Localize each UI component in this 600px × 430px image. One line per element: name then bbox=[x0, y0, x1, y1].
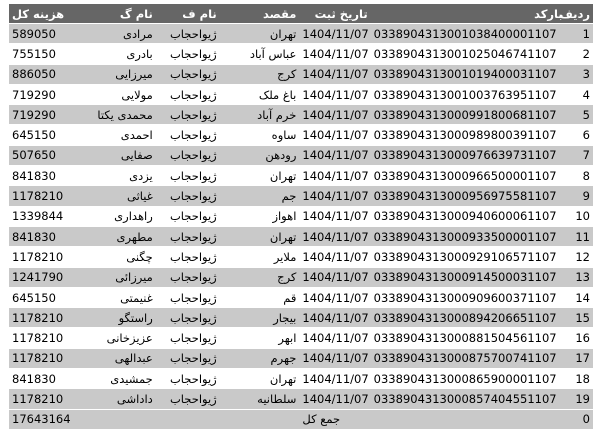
cell-row-number: 14 bbox=[566, 287, 593, 307]
cell-last-name: غنیمتی bbox=[78, 287, 156, 307]
cell-barcode: 0338904313000857404551107 bbox=[371, 389, 566, 409]
cell-destination: تهران bbox=[220, 226, 300, 246]
cell-destination: باغ ملک bbox=[220, 84, 300, 104]
cell-barcode: 0338904313001025046741107 bbox=[371, 44, 566, 64]
cell-last-name: جمشیدی bbox=[78, 369, 156, 389]
cell-last-name: چگنی bbox=[78, 247, 156, 267]
cell-total: 507650 bbox=[9, 145, 78, 165]
cell-row-number: 5 bbox=[566, 105, 593, 125]
cell-last-name: احمدی bbox=[78, 125, 156, 145]
cell-date: 1404/11/07 bbox=[299, 369, 370, 389]
footer-empty-cell bbox=[156, 409, 220, 429]
cell-barcode: 0338904313000875700741107 bbox=[371, 348, 566, 368]
cell-barcode: 0338904313000894206651107 bbox=[371, 308, 566, 328]
cell-last-name: مطهری bbox=[78, 226, 156, 246]
cell-last-name: داداشی bbox=[78, 389, 156, 409]
table-body bbox=[9, 24, 593, 410]
cell-barcode: 0338904313000909600371107 bbox=[371, 287, 566, 307]
cell-destination: تهران bbox=[220, 24, 300, 44]
cell-total: 841830 bbox=[9, 369, 78, 389]
cell-barcode: 0338904313000940600061107 bbox=[371, 206, 566, 226]
cell-first-name: ژیواحجاب bbox=[156, 328, 220, 348]
cell-destination: ابهر bbox=[220, 328, 300, 348]
cell-barcode: 0338904313000991800681107 bbox=[371, 105, 566, 125]
cell-barcode: 0338904313000933500001107 bbox=[371, 226, 566, 246]
cell-last-name: راستگو bbox=[78, 308, 156, 328]
cell-destination: ساوه bbox=[220, 125, 300, 145]
cell-last-name: صفایی bbox=[78, 145, 156, 165]
cell-date: 1404/11/07 bbox=[299, 206, 370, 226]
cell-row-number: 7 bbox=[566, 145, 593, 165]
cell-date: 1404/11/07 bbox=[299, 267, 370, 287]
cell-destination: اهواز bbox=[220, 206, 300, 226]
cell-first-name: ژیواحجاب bbox=[156, 308, 220, 328]
cell-total: 645150 bbox=[9, 287, 78, 307]
cell-first-name: ژیواحجاب bbox=[156, 84, 220, 104]
cell-date: 1404/11/07 bbox=[299, 389, 370, 409]
cell-barcode: 0338904313000881504561107 bbox=[371, 328, 566, 348]
cell-total: 1178210 bbox=[9, 328, 78, 348]
cell-first-name: ژیواحجاب bbox=[156, 206, 220, 226]
table-row bbox=[9, 308, 593, 328]
header-total: هزینه کل bbox=[9, 4, 78, 24]
cell-first-name: ژیواحجاب bbox=[156, 44, 220, 64]
table-row bbox=[9, 145, 593, 165]
cell-first-name: ژیواحجاب bbox=[156, 267, 220, 287]
cell-last-name: میرزایی bbox=[78, 64, 156, 84]
table-row bbox=[9, 166, 593, 186]
cell-row-number: 12 bbox=[566, 247, 593, 267]
cell-date: 1404/11/07 bbox=[299, 64, 370, 84]
cell-last-name: غیاثی bbox=[78, 186, 156, 206]
grand-total-value: 17643164 bbox=[9, 409, 78, 429]
cell-first-name: ژیواحجاب bbox=[156, 186, 220, 206]
table-row bbox=[9, 247, 593, 267]
cell-row-number: 19 bbox=[566, 389, 593, 409]
cell-first-name: ژیواحجاب bbox=[156, 24, 220, 44]
cell-total: 719290 bbox=[9, 84, 78, 104]
cell-date: 1404/11/07 bbox=[299, 125, 370, 145]
cell-row-number: 3 bbox=[566, 64, 593, 84]
cell-first-name: ژیواحجاب bbox=[156, 348, 220, 368]
cell-last-name: مولایی bbox=[78, 84, 156, 104]
cell-date: 1404/11/07 bbox=[299, 287, 370, 307]
cell-last-name: راهداری bbox=[78, 206, 156, 226]
cell-total: 755150 bbox=[9, 44, 78, 64]
cell-total: 1178210 bbox=[9, 308, 78, 328]
cell-row-number: 6 bbox=[566, 125, 593, 145]
footer-empty-cell bbox=[371, 409, 566, 429]
cell-row-number: 11 bbox=[566, 226, 593, 246]
cell-barcode: 0338904313000914500031107 bbox=[371, 267, 566, 287]
cell-last-name: عزیزخانی bbox=[78, 328, 156, 348]
cell-first-name: ژیواحجاب bbox=[156, 64, 220, 84]
cell-last-name: بادری bbox=[78, 44, 156, 64]
table-row bbox=[9, 44, 593, 64]
cell-total: 719290 bbox=[9, 105, 78, 125]
cell-date: 1404/11/07 bbox=[299, 247, 370, 267]
cell-destination: سلطانیه bbox=[220, 389, 300, 409]
cell-destination: کرج bbox=[220, 267, 300, 287]
cell-first-name: ژیواحجاب bbox=[156, 389, 220, 409]
cell-date: 1404/11/07 bbox=[299, 186, 370, 206]
cell-destination: عباس آباد bbox=[220, 44, 300, 64]
cell-row-number: 4 bbox=[566, 84, 593, 104]
cell-row-number: 18 bbox=[566, 369, 593, 389]
header-row: ردیف bbox=[566, 4, 593, 24]
cell-barcode: 0338904313000956975581107 bbox=[371, 186, 566, 206]
cell-last-name: محمدی یکتا bbox=[78, 105, 156, 125]
cell-barcode: 0338904313000865900001107 bbox=[371, 369, 566, 389]
cell-date: 1404/11/07 bbox=[299, 44, 370, 64]
cell-total: 1241790 bbox=[9, 267, 78, 287]
shipments-table bbox=[9, 4, 593, 430]
header-destination: مقصد bbox=[220, 4, 300, 24]
table-row bbox=[9, 105, 593, 125]
cell-destination: رودهن bbox=[220, 145, 300, 165]
cell-total: 841830 bbox=[9, 166, 78, 186]
cell-date: 1404/11/07 bbox=[299, 105, 370, 125]
footer-empty-cell bbox=[78, 409, 156, 429]
cell-row-number: 17 bbox=[566, 348, 593, 368]
table-row bbox=[9, 389, 593, 409]
cell-date: 1404/11/07 bbox=[299, 348, 370, 368]
cell-destination: بیجار bbox=[220, 308, 300, 328]
cell-barcode: 0338904313000966500001107 bbox=[371, 166, 566, 186]
cell-destination: جهرم bbox=[220, 348, 300, 368]
cell-last-name: عبدالهی bbox=[78, 348, 156, 368]
cell-total: 886050 bbox=[9, 64, 78, 84]
cell-date: 1404/11/07 bbox=[299, 24, 370, 44]
cell-total: 589050 bbox=[9, 24, 78, 44]
cell-row-number: 9 bbox=[566, 186, 593, 206]
cell-first-name: ژیواحجاب bbox=[156, 125, 220, 145]
cell-last-name: مرادی bbox=[78, 24, 156, 44]
cell-barcode: 0338904313000976639731107 bbox=[371, 145, 566, 165]
cell-first-name: ژیواحجاب bbox=[156, 287, 220, 307]
header-barcode: بارکد bbox=[371, 4, 566, 24]
cell-last-name: یزدی bbox=[78, 166, 156, 186]
cell-destination: خرم آباد bbox=[220, 105, 300, 125]
cell-row-number: 13 bbox=[566, 267, 593, 287]
table-row bbox=[9, 369, 593, 389]
cell-row-number: 15 bbox=[566, 308, 593, 328]
cell-barcode: 0338904313001019400031107 bbox=[371, 64, 566, 84]
cell-date: 1404/11/07 bbox=[299, 145, 370, 165]
table-row bbox=[9, 267, 593, 287]
cell-first-name: ژیواحجاب bbox=[156, 226, 220, 246]
cell-first-name: ژیواحجاب bbox=[156, 369, 220, 389]
cell-first-name: ژیواحجاب bbox=[156, 105, 220, 125]
table-row bbox=[9, 348, 593, 368]
table-row bbox=[9, 24, 593, 44]
cell-last-name: میرزائی bbox=[78, 267, 156, 287]
table-row bbox=[9, 328, 593, 348]
cell-destination: ملایر bbox=[220, 247, 300, 267]
cell-total: 1178210 bbox=[9, 247, 78, 267]
table-row bbox=[9, 64, 593, 84]
footer-empty-cell bbox=[220, 409, 300, 429]
footer-count: 0 bbox=[566, 409, 593, 429]
grand-total-label: جمع کل bbox=[299, 409, 370, 429]
cell-row-number: 2 bbox=[566, 44, 593, 64]
table-row bbox=[9, 125, 593, 145]
cell-date: 1404/11/07 bbox=[299, 308, 370, 328]
cell-date: 1404/11/07 bbox=[299, 226, 370, 246]
cell-total: 1339844 bbox=[9, 206, 78, 226]
table-row bbox=[9, 84, 593, 104]
cell-total: 645150 bbox=[9, 125, 78, 145]
report-sheet bbox=[9, 4, 593, 427]
cell-total: 1178210 bbox=[9, 348, 78, 368]
cell-barcode: 0338904313000989800391107 bbox=[371, 125, 566, 145]
cell-total: 1178210 bbox=[9, 389, 78, 409]
cell-first-name: ژیواحجاب bbox=[156, 166, 220, 186]
cell-date: 1404/11/07 bbox=[299, 328, 370, 348]
table-row bbox=[9, 186, 593, 206]
header-first-name: نام ف bbox=[156, 4, 220, 24]
header-last-name: نام گ bbox=[78, 4, 156, 24]
table-header-row bbox=[9, 4, 593, 24]
table-footer-row bbox=[9, 409, 593, 429]
cell-barcode: 0338904313001038400001107 bbox=[371, 24, 566, 44]
cell-total: 841830 bbox=[9, 226, 78, 246]
cell-destination: تهران bbox=[220, 369, 300, 389]
cell-destination: تهران bbox=[220, 166, 300, 186]
cell-total: 1178210 bbox=[9, 186, 78, 206]
cell-destination: کرج bbox=[220, 64, 300, 84]
cell-destination: قم bbox=[220, 287, 300, 307]
cell-row-number: 16 bbox=[566, 328, 593, 348]
table-row bbox=[9, 206, 593, 226]
cell-first-name: ژیواحجاب bbox=[156, 247, 220, 267]
cell-barcode: 0338904313001003763951107 bbox=[371, 84, 566, 104]
cell-destination: جم bbox=[220, 186, 300, 206]
cell-row-number: 10 bbox=[566, 206, 593, 226]
table-row bbox=[9, 226, 593, 246]
cell-barcode: 0338904313000929106571107 bbox=[371, 247, 566, 267]
cell-date: 1404/11/07 bbox=[299, 166, 370, 186]
table-row bbox=[9, 287, 593, 307]
cell-first-name: ژیواحجاب bbox=[156, 145, 220, 165]
header-date: تاریخ ثبت bbox=[299, 4, 370, 24]
cell-date: 1404/11/07 bbox=[299, 84, 370, 104]
cell-row-number: 1 bbox=[566, 24, 593, 44]
cell-row-number: 8 bbox=[566, 166, 593, 186]
